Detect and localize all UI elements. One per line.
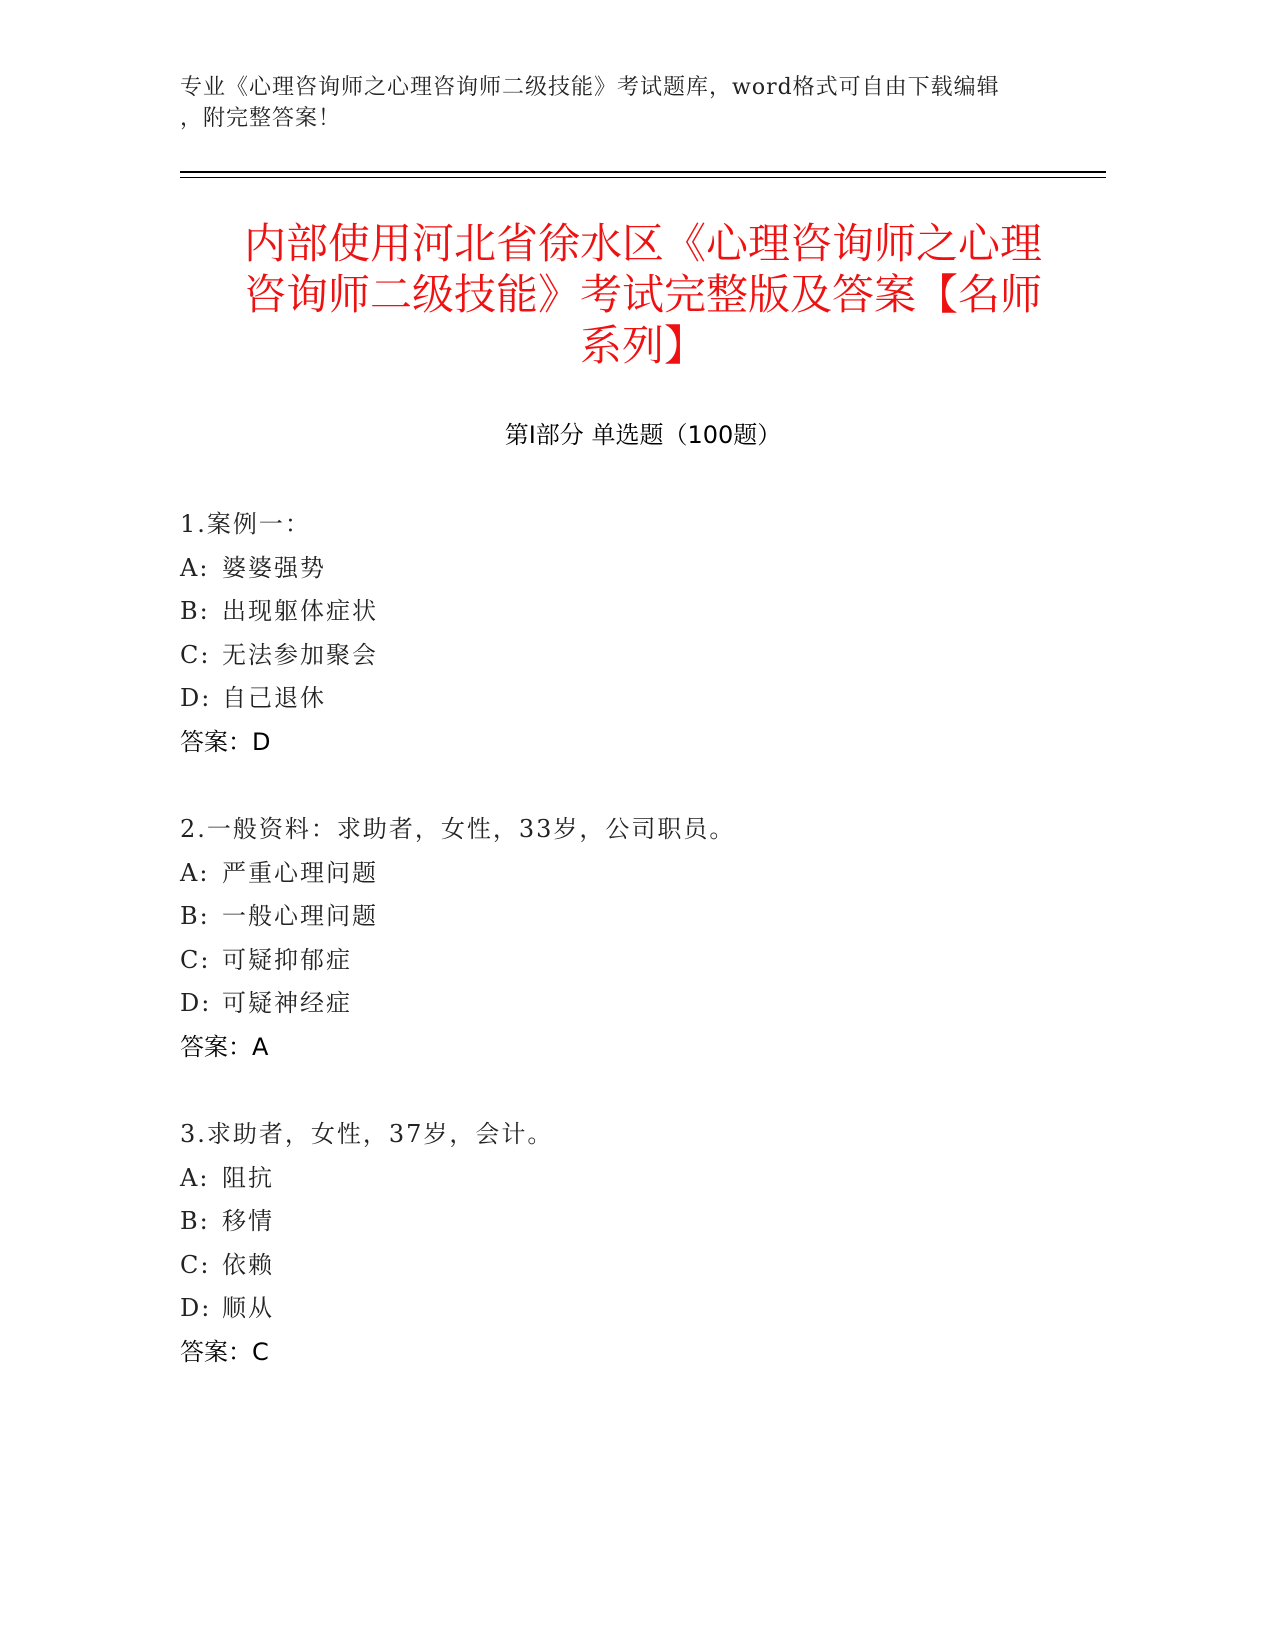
option-letter: B: [180,902,210,930]
question-answer: 答案：D [180,727,271,756]
option-text: 可疑抑郁症 [222,945,352,974]
question-2 [180,808,1080,1069]
option-letter: C: [180,640,211,669]
question-stem: 2.一般资料：求助者，女性，33岁，公司职员。 [180,815,736,843]
option-text: 顺从 [222,1294,274,1322]
question-stem: 1.案例一： [180,510,311,538]
option-text: 依赖 [222,1250,274,1279]
option-text: 出现躯体症状 [222,597,378,625]
option-a [180,1157,1080,1201]
option-letter: B: [180,1207,210,1235]
option-letter: D: [180,989,212,1017]
option-text: 一般心理问题 [222,902,378,930]
option-d [180,1287,1080,1331]
option-text: 可疑神经症 [222,989,352,1017]
document-title-line-2: 咨询师二级技能》考试完整版及答案【名师 [243,270,1042,319]
question-1 [180,503,1080,764]
option-c [180,939,1080,983]
option-text: 自己退休 [222,684,326,712]
option-text: 阻抗 [222,1163,274,1192]
option-letter: D: [180,1294,212,1322]
option-c [180,634,1080,678]
option-text: 移情 [222,1207,274,1235]
document-title-line-1: 内部使用河北省徐水区《心理咨询师之心理 [243,219,1042,268]
question-3 [180,1113,1080,1374]
option-letter: A: [180,553,210,582]
header-note-line-1: 专业《心理咨询师之心理咨询师二级技能》考试题库，word格式可自由下载编辑 [180,75,1000,100]
option-b [180,895,1080,939]
header-divider-thick [180,171,1106,173]
option-text: 无法参加聚会 [222,640,378,669]
option-text: 婆婆强势 [222,553,326,582]
option-b [180,590,1080,634]
option-a [180,852,1080,896]
option-letter: D: [180,684,212,712]
option-letter: C: [180,1250,211,1279]
option-letter: C: [180,945,211,974]
question-answer: 答案：A [180,1032,269,1061]
option-letter: A: [180,858,210,887]
document-title-line-3: 系列】 [579,321,706,370]
header-divider-thin [180,177,1106,178]
option-a [180,547,1080,591]
section-title: 第Ⅰ部分 单选题（100题） [504,421,782,449]
question-stem: 3.求助者，女性，37岁，会计。 [180,1120,554,1148]
option-letter: A: [180,1163,210,1192]
option-c [180,1244,1080,1288]
option-letter: B: [180,597,210,625]
header-note [180,72,1040,134]
option-d [180,677,1080,721]
option-text: 严重心理问题 [222,858,378,887]
option-b [180,1200,1080,1244]
question-answer: 答案：C [180,1337,269,1366]
header-note-line-2: ，附完整答案！ [180,106,342,131]
option-d [180,982,1080,1026]
document-title [180,218,1106,371]
